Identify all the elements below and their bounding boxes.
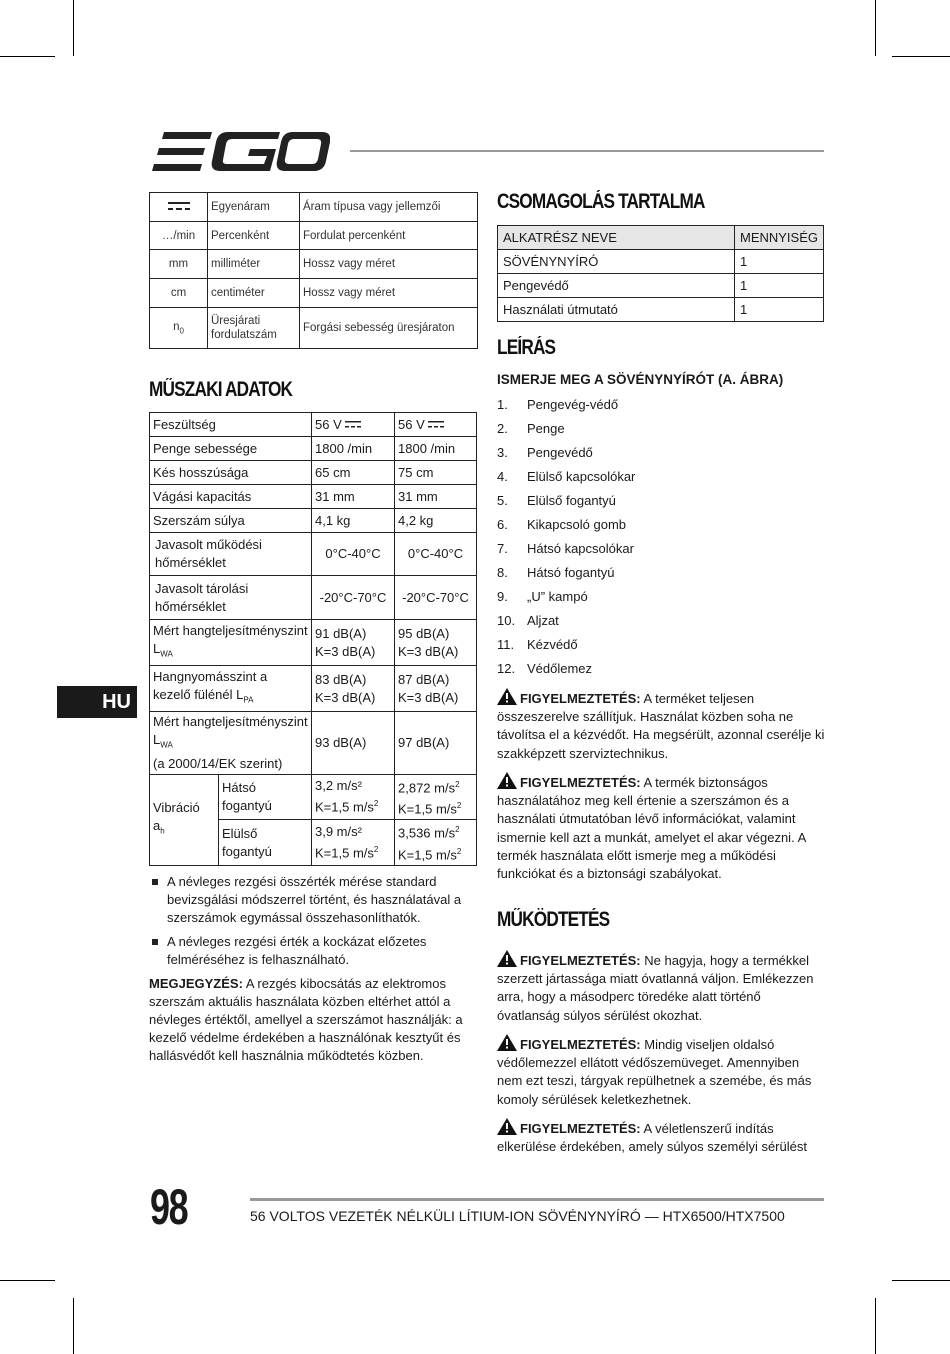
list-item: 9. „U” kampó <box>497 589 588 604</box>
crop-mark <box>73 1298 74 1354</box>
spec-value: 56 V <box>395 413 477 437</box>
list-item: 2. Penge <box>497 421 565 436</box>
footer-rule <box>250 1198 824 1201</box>
warning-icon <box>497 1118 517 1135</box>
warning-paragraph: FIGYELMEZTETÉS: A termék biztonságos használatához meg kell értenie a szerszámon és a használati útmutatóban lévő információkat, valamint ismernie kell azt a munkát, amelyet el akar végezni. A termék használata előtt ismerje meg a működési funkciókat és a biztonsági szabályokat. <box>497 772 827 883</box>
list-item: 11. Kézvédő <box>497 637 578 652</box>
spec-value: 97 dB(A) <box>395 712 477 775</box>
parts-list <box>497 396 635 684</box>
spec-value: 0°C-40°C <box>395 533 477 576</box>
dc-symbol-icon <box>150 193 208 222</box>
spec-value: 65 cm <box>312 461 395 485</box>
symbol: …/min <box>150 222 208 250</box>
spec-value: 0°C-40°C <box>312 533 395 576</box>
symbol-name: centiméter <box>208 279 300 308</box>
symbol-desc: Fordulat percenként <box>300 222 478 250</box>
warning-paragraph: FIGYELMEZTETÉS: Mindig viseljen oldalsó védőlemezzel ellátott védőszemüveget. Amennyiben nem ezt teszi, tárgyak repülhetnek a szemébe, és más komoly sérülések keletkezhetnek. <box>497 1034 827 1109</box>
description-subtitle: ISMERJE MEG A SÖVÉNYNYÍRÓT (A. ÁBRA) <box>497 372 784 387</box>
spec-value: 31 mm <box>395 485 477 509</box>
crop-mark <box>73 0 74 56</box>
crop-mark <box>875 0 876 56</box>
list-item: 10. Aljzat <box>497 613 559 628</box>
spec-value: 95 dB(A) K=3 dB(A) <box>395 620 477 666</box>
spec-label: Hangnyomásszint a kezelő fülénél $L_{PA}$ <box>150 666 312 712</box>
part-qty: 1 <box>734 274 823 298</box>
symbol-desc: Forgási sebesség üresjáraton <box>300 308 478 349</box>
package-title: CSOMAGOLÁS TARTALMA <box>497 190 705 213</box>
spec-label: Vibráció $a_h$ <box>150 774 219 865</box>
crop-mark <box>892 56 950 57</box>
warning-icon <box>497 1034 517 1051</box>
symbol-desc: Áram típusa vagy jellemzői <box>300 193 478 222</box>
spec-value: 3,536 $m/s^2$ K=1,5 $m/s^2$ <box>395 820 477 866</box>
symbol-name: Üresjárati fordulatszám <box>208 308 300 349</box>
symbol: $n_0$ <box>150 308 208 349</box>
warning-paragraph: FIGYELMEZTETÉS: A terméket teljesen összeszerelve szállítjuk. Használat közben soha ne távolítsa el a kézvédőt. Ha megsérült, azonnal cserélje ki szakképzett szerviztechnikus. <box>497 688 827 763</box>
dc-symbol-icon <box>428 421 444 429</box>
spec-label: Mért hangteljesítményszint $L_{WA}$ <box>150 620 312 666</box>
list-item: 7. Hátsó kapcsolókar <box>497 541 634 556</box>
spec-label: Mért hangteljesítményszint $L_{WA}$ (a 2000/14/EK szerint) <box>150 712 312 775</box>
symbol-name: Egyenáram <box>208 193 300 222</box>
spec-sublabel: Hátsó fogantyú <box>219 774 312 820</box>
dc-symbol-icon <box>345 421 361 429</box>
spec-value: 4,2 kg <box>395 509 477 533</box>
spec-label: Kés hosszúsága <box>150 461 312 485</box>
symbol: mm <box>150 250 208 279</box>
table-row <box>498 298 824 322</box>
description-title: LEÍRÁS <box>497 336 556 359</box>
warning-icon <box>497 688 517 705</box>
list-item: 6. Kikapcsoló gomb <box>497 517 626 532</box>
part-qty: 1 <box>734 298 823 322</box>
list-item: 1. Pengevég-védő <box>497 397 619 412</box>
spec-value: 1800 /min <box>312 437 395 461</box>
symbol-name: milliméter <box>208 250 300 279</box>
spec-label: Feszültség <box>150 413 312 437</box>
spec-value: 75 cm <box>395 461 477 485</box>
spec-value: 91 dB(A) K=3 dB(A) <box>312 620 395 666</box>
part-name: SÖVÉNYNYÍRÓ <box>498 250 735 274</box>
spec-value: 87 dB(A) K=3 dB(A) <box>395 666 477 712</box>
list-item: 5. Elülső fogantyú <box>497 493 616 508</box>
symbols-table <box>149 192 478 349</box>
table-row <box>498 250 824 274</box>
spec-label: Szerszám súlya <box>150 509 312 533</box>
header-rule <box>350 150 824 152</box>
symbol: cm <box>150 279 208 308</box>
spec-label: Vágási kapacitás <box>150 485 312 509</box>
spec-value: 93 dB(A) <box>312 712 395 775</box>
column-header: ALKATRÉSZ NEVE <box>498 226 735 250</box>
symbol-desc: Hossz vagy méret <box>300 279 478 308</box>
spec-value: 56 V <box>312 413 395 437</box>
spec-sublabel: Elülső fogantyú <box>219 820 312 866</box>
crop-mark <box>892 1280 950 1281</box>
spec-value: 31 mm <box>312 485 395 509</box>
language-tab: HU <box>57 686 137 718</box>
spec-value: 4,1 kg <box>312 509 395 533</box>
spec-value: 3,9 m/s² K=1,5 $m/s^2$ <box>312 820 395 866</box>
warning-paragraph: FIGYELMEZTETÉS: Ne hagyja, hogy a termékkel szerzett jártassága miatt óvatlanná váljon. Emlékezzen arra, hogy a másodperc töredéke alatt történő óvatlanság súlyos sérülést okozhat. <box>497 950 827 1025</box>
crop-mark <box>875 1298 876 1354</box>
warning-icon <box>497 772 517 789</box>
footer-title: 56 VOLTOS VEZETÉK NÉLKÜLI LÍTIUM-ION SÖVÉNYNYÍRÓ — HTX6500/HTX7500 <box>250 1208 785 1224</box>
column-header: MENNYISÉG <box>734 226 823 250</box>
crop-mark <box>0 1280 55 1281</box>
page-number: 98 <box>150 1179 188 1235</box>
part-name: Pengevédő <box>498 274 735 298</box>
spec-value: -20°C-70°C <box>395 576 477 620</box>
part-name: Használati útmutató <box>498 298 735 322</box>
spec-value: 2,872 $m/s^2$ K=1,5 $m/s^2$ <box>395 774 477 820</box>
spec-value: 3,2 m/s² K=1,5 $m/s^2$ <box>312 774 395 820</box>
warning-paragraph: FIGYELMEZTETÉS: A véletlenszerű indítás elkerülése érdekében, amely súlyos személyi sérülést <box>497 1118 827 1156</box>
vibration-notes <box>149 873 479 1065</box>
symbol-name: Percenként <box>208 222 300 250</box>
list-item: 12. Védőlemez <box>497 661 593 676</box>
spec-label: Javasolt működési hőmérséklet <box>150 533 312 576</box>
spec-value: 83 dB(A) K=3 dB(A) <box>312 666 395 712</box>
bullet-item: A névleges rezgési összérték mérése standard bevizsgálási módszerrel történt, és használatával a szerszámok egymással összehasonlíthatók. <box>149 873 479 927</box>
bullet-item: A névleges rezgési érték a kockázat előzetes felméréséhez is felhasználható. <box>149 933 479 969</box>
specs-table <box>149 412 477 866</box>
spec-label: Penge sebessége <box>150 437 312 461</box>
list-item: 3. Pengevédő <box>497 445 593 460</box>
ego-logo <box>150 132 330 177</box>
list-item: 4. Elülső kapcsolókar <box>497 469 636 484</box>
spec-value: 1800 /min <box>395 437 477 461</box>
crop-mark <box>0 56 55 57</box>
spec-label: Javasolt tárolási hőmérséklet <box>150 576 312 620</box>
operation-title: MŰKÖDTETÉS <box>497 908 610 931</box>
list-item: 8. Hátsó fogantyú <box>497 565 615 580</box>
part-qty: 1 <box>734 250 823 274</box>
note-paragraph: MEGJEGYZÉS: A rezgés kibocsátás az elektromos szerszám aktuális használata közben eltérhet attól a névleges értéktől, amellyel a szerszámot használják: a kezelő védelme érdekében a használónak kesztyűt és hallásvédőt kell használnia működtetés közben. <box>149 976 463 1063</box>
warning-icon <box>497 950 517 967</box>
spec-value: -20°C-70°C <box>312 576 395 620</box>
specs-title: MŰSZAKI ADATOK <box>149 378 293 401</box>
symbol-desc: Hossz vagy méret <box>300 250 478 279</box>
table-row <box>498 274 824 298</box>
package-table <box>497 225 824 322</box>
